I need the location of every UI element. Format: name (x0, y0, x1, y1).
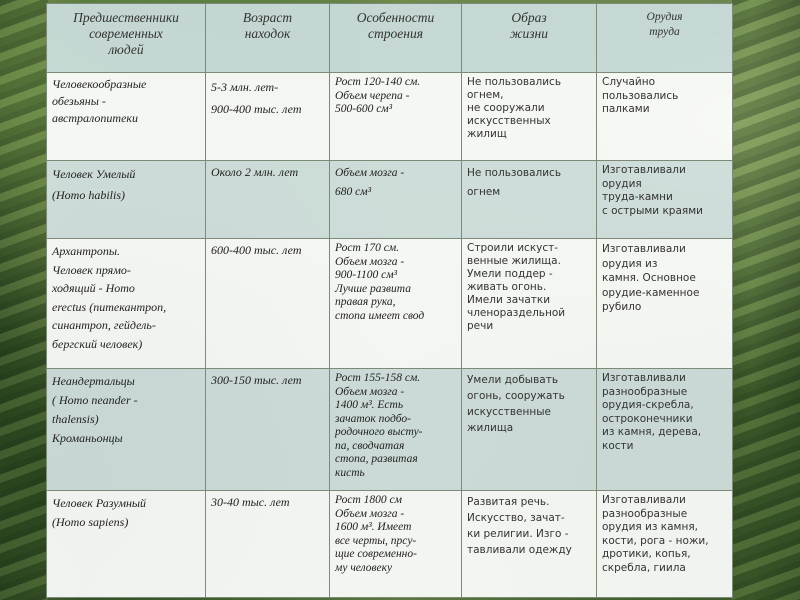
cell-name: Человек Разумный (Homo sapiens) (47, 491, 206, 598)
table-row (47, 161, 733, 239)
table-header-row (47, 4, 733, 73)
cell-name: Человекообразные обезьяны - австралопитеки (47, 73, 206, 161)
cell-features: Рост 120-140 см. Объем черепа - 500-600 см³ (330, 73, 462, 161)
header-age: Возраст находок (206, 4, 330, 73)
header-tools: Орудия труда (597, 4, 733, 73)
cell-name: Неандертальцы ( Homo neander - thalensis) Кроманьонцы (47, 369, 206, 491)
header-features: Особенности строения (330, 4, 462, 73)
cell-features: Рост 170 см. Объем мозга - 900-1100 см³ Лучше развита правая рука, стопа имеет свод (330, 239, 462, 369)
cell-features: Рост 1800 см Объем мозга - 1600 м³. Имеет все черты, прсу- щие современно- му человеку (330, 491, 462, 598)
cell-lifestyle: Не пользовались огнем, не сооружали искусственных жилищ (462, 73, 597, 161)
header-lifestyle: Образ жизни (462, 4, 597, 73)
cell-features: Рост 155-158 см. Объем мозга - 1400 м³. Есть зачаток подбо- родочного высту- па, сводчатая стопа, развитая кисть (330, 369, 462, 491)
cell-age: 300-150 тыс. лет (206, 369, 330, 491)
cell-tools: Изготавливали разнообразные орудия-скребла, остроконечники из камня, дерева, кости (597, 369, 733, 491)
header-predecessors: Предшественники современных людей (47, 4, 206, 73)
cell-tools: Изготавливали орудия труда-камни с острыми краями (597, 161, 733, 239)
cell-tools: Случайно пользовались палками (597, 73, 733, 161)
cell-age: 5-3 млн. лет- 900-400 тыс. лет (206, 73, 330, 161)
table-row (47, 491, 733, 598)
table-row (47, 239, 733, 369)
cell-lifestyle: Не пользовались огнем (462, 161, 597, 239)
background-foliage-right (732, 0, 800, 600)
cell-features: Объем мозга - 680 см³ (330, 161, 462, 239)
cell-lifestyle: Развитая речь. Искусство, зачат- ки религии. Изго - тавливали одежду (462, 491, 597, 598)
cell-tools: Изготавливали орудия из камня. Основное орудие-каменное рубило (597, 239, 733, 369)
cell-age: 30-40 тыс. лет (206, 491, 330, 598)
background-foliage-left (0, 0, 48, 600)
cell-age: 600-400 тыс. лет (206, 239, 330, 369)
cell-lifestyle: Умели добывать огонь, сооружать искусственные жилища (462, 369, 597, 491)
cell-name: Архантропы. Человек прямо- ходящий - Homo erectus (питекантроп, синантроп, гейдель- бергский человек) (47, 239, 206, 369)
cell-age: Около 2 млн. лет (206, 161, 330, 239)
cell-tools: Изготавливали разнообразные орудия из камня, кости, рога - ножи, дротики, копья, скребла, гиила (597, 491, 733, 598)
human-predecessors-table (46, 3, 733, 598)
evolution-table-container (46, 3, 732, 597)
cell-lifestyle: Строили искуст- венные жилища. Умели поддер - живать огонь. Имели зачатки членораздельной речи (462, 239, 597, 369)
table-row (47, 73, 733, 161)
cell-name: Человек Умелый (Homo habilis) (47, 161, 206, 239)
table-row (47, 369, 733, 491)
